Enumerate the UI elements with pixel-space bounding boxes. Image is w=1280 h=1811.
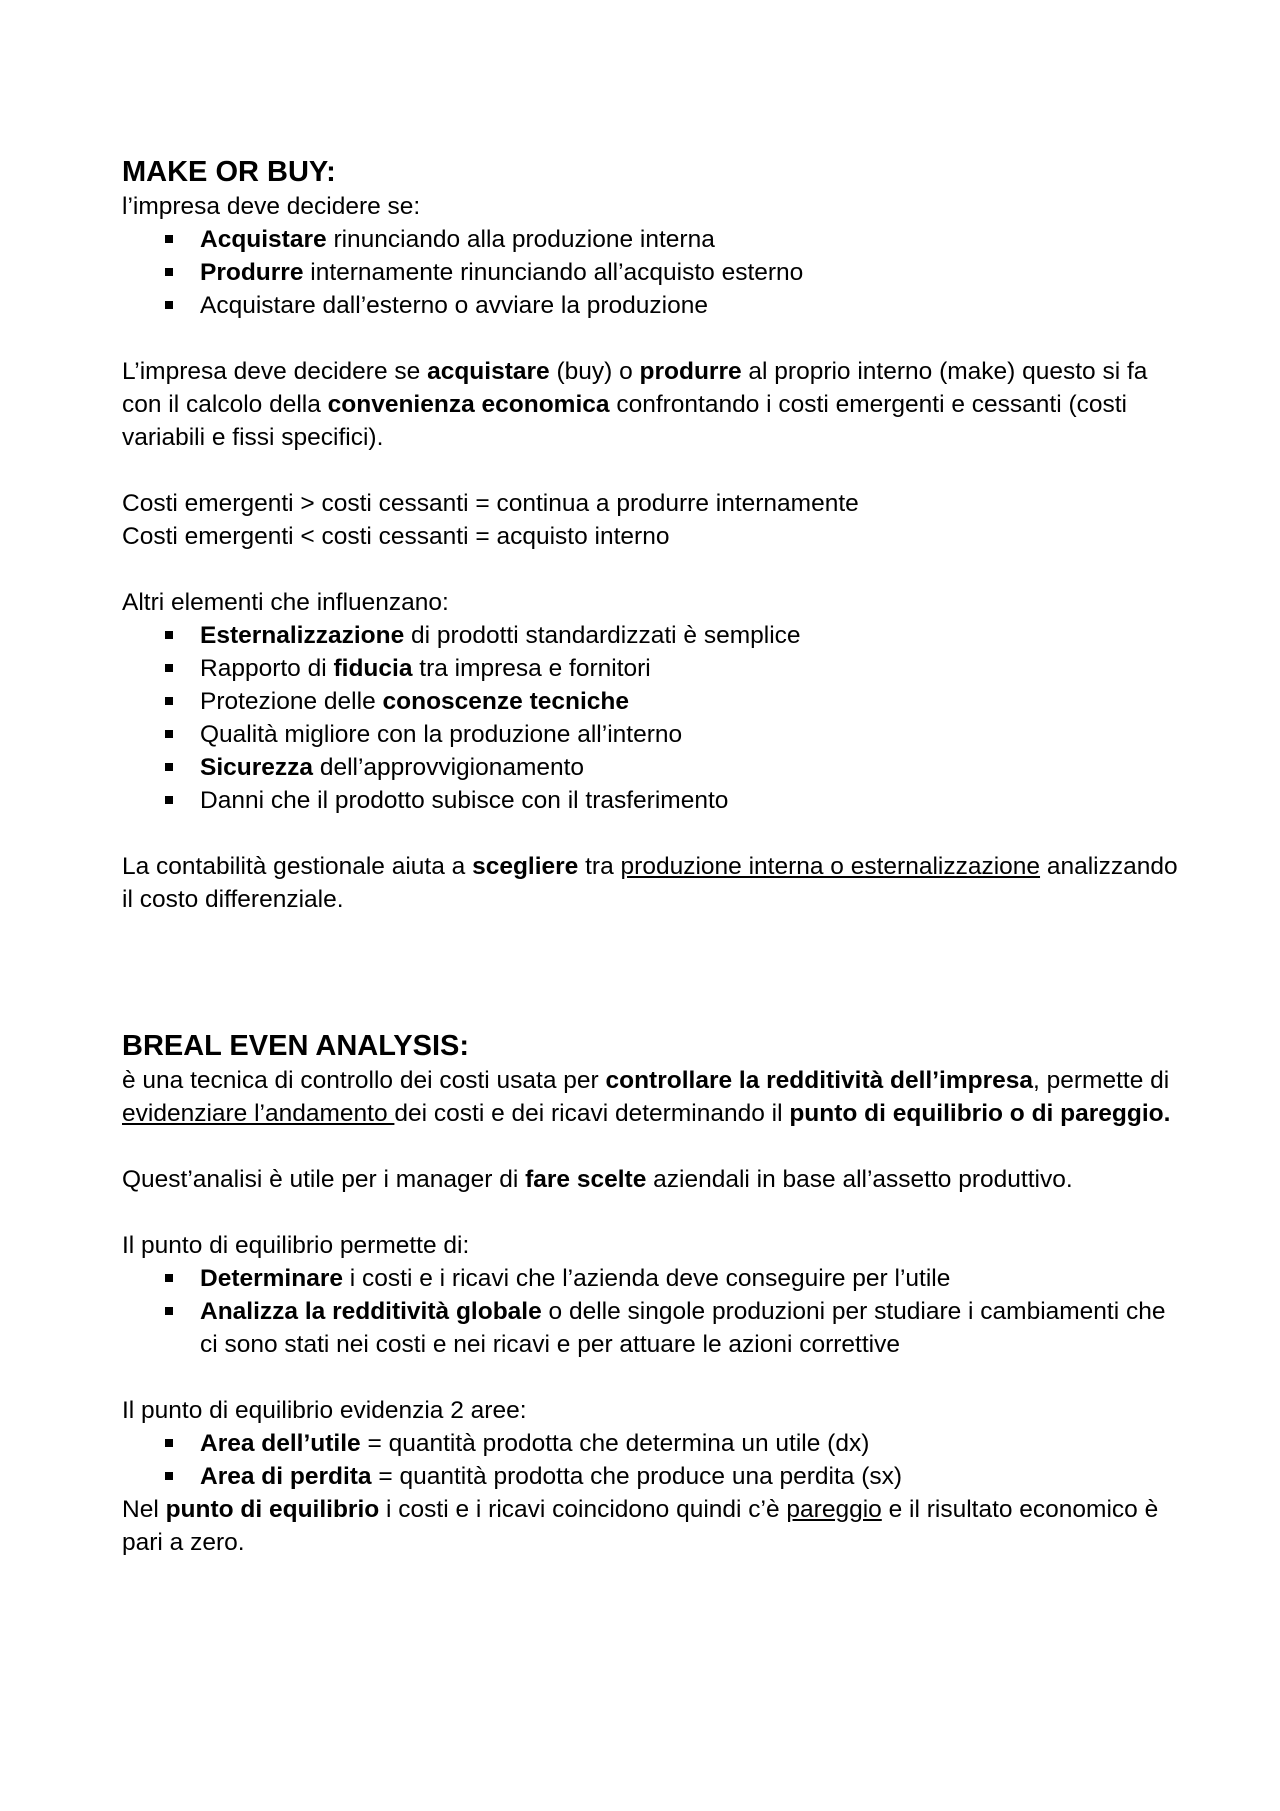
square-bullet-icon [165, 235, 173, 243]
square-bullet-icon [165, 1307, 173, 1315]
square-bullet-icon [165, 763, 173, 771]
make-or-buy-intro: l’impresa deve decidere se: [122, 193, 421, 220]
list-item: Protezione delle conoscenze tecniche [122, 685, 1182, 718]
make-or-buy-explanation: L’impresa deve decidere se acquistare (buy) o produrre al proprio interno (make) questo si fa con il calcolo della convenienza economica confrontando i costi emergenti e cessanti (costi variabili e fissi specifici). [122, 358, 1148, 451]
list-item: Produrre internamente rinunciando all’acquisto esterno [122, 256, 1182, 289]
list-item: Determinare i costi e i ricavi che l’azienda deve conseguire per l’utile [122, 1262, 1182, 1295]
break-even-definition: è una tecnica di controllo dei costi usata per controllare la redditività dell’impresa, permette di evidenziare l’andamento dei costi e dei ricavi determinando il punto di equilibrio o di pareggio. [122, 1067, 1171, 1127]
list-item: Danni che il prodotto subisce con il trasferimento [122, 784, 1182, 817]
list-item: Esternalizzazione di prodotti standardizzati è semplice [122, 619, 1182, 652]
purposes-list [122, 1262, 1182, 1361]
management-accounting-paragraph: La contabilità gestionale aiuta a scegliere tra produzione interna o esternalizzazione analizzando il costo differenziale. [122, 853, 1178, 913]
square-bullet-icon [165, 1274, 173, 1282]
list-item: Acquistare rinunciando alla produzione interna [122, 223, 1182, 256]
factors-intro: Altri elementi che influenzano: [122, 589, 449, 616]
cost-rule-1: Costi emergenti > costi cessanti = continua a produrre internamente [122, 490, 859, 517]
square-bullet-icon [165, 796, 173, 804]
list-item: Area dell’utile = quantità prodotta che determina un utile (dx) [122, 1427, 1182, 1460]
list-item: Qualità migliore con la produzione all’interno [122, 718, 1182, 751]
square-bullet-icon [165, 631, 173, 639]
break-even-heading: BREAL EVEN ANALYSIS: [122, 1030, 469, 1062]
break-even-conclusion: Nel punto di equilibrio i costi e i ricavi coincidono quindi c’è pareggio e il risultato economico è pari a zero. [122, 1496, 1159, 1556]
square-bullet-icon [165, 730, 173, 738]
make-or-buy-heading: MAKE OR BUY: [122, 156, 336, 188]
document-content [122, 154, 1182, 1559]
square-bullet-icon [165, 301, 173, 309]
square-bullet-icon [165, 664, 173, 672]
list-item: Analizza la redditività globale o delle singole produzioni per studiare i cambiamenti che ci sono stati nei costi e nei ricavi e per attuare le azioni correttive [122, 1295, 1182, 1361]
make-or-buy-options-list [122, 223, 1182, 322]
purposes-intro: Il punto di equilibrio permette di: [122, 1232, 470, 1259]
factors-list [122, 619, 1182, 817]
square-bullet-icon [165, 268, 173, 276]
list-item: Sicurezza dell’approvvigionamento [122, 751, 1182, 784]
areas-intro: Il punto di equilibrio evidenzia 2 aree: [122, 1397, 527, 1424]
square-bullet-icon [165, 1439, 173, 1447]
cost-rule-2: Costi emergenti < costi cessanti = acquisto interno [122, 523, 670, 550]
break-even-usefulness: Quest’analisi è utile per i manager di fare scelte aziendali in base all’assetto produttivo. [122, 1166, 1073, 1193]
square-bullet-icon [165, 697, 173, 705]
areas-list [122, 1427, 1182, 1493]
list-item: Rapporto di fiducia tra impresa e fornitori [122, 652, 1182, 685]
list-item: Acquistare dall’esterno o avviare la produzione [122, 289, 1182, 322]
square-bullet-icon [165, 1472, 173, 1480]
list-item: Area di perdita = quantità prodotta che produce una perdita (sx) [122, 1460, 1182, 1493]
